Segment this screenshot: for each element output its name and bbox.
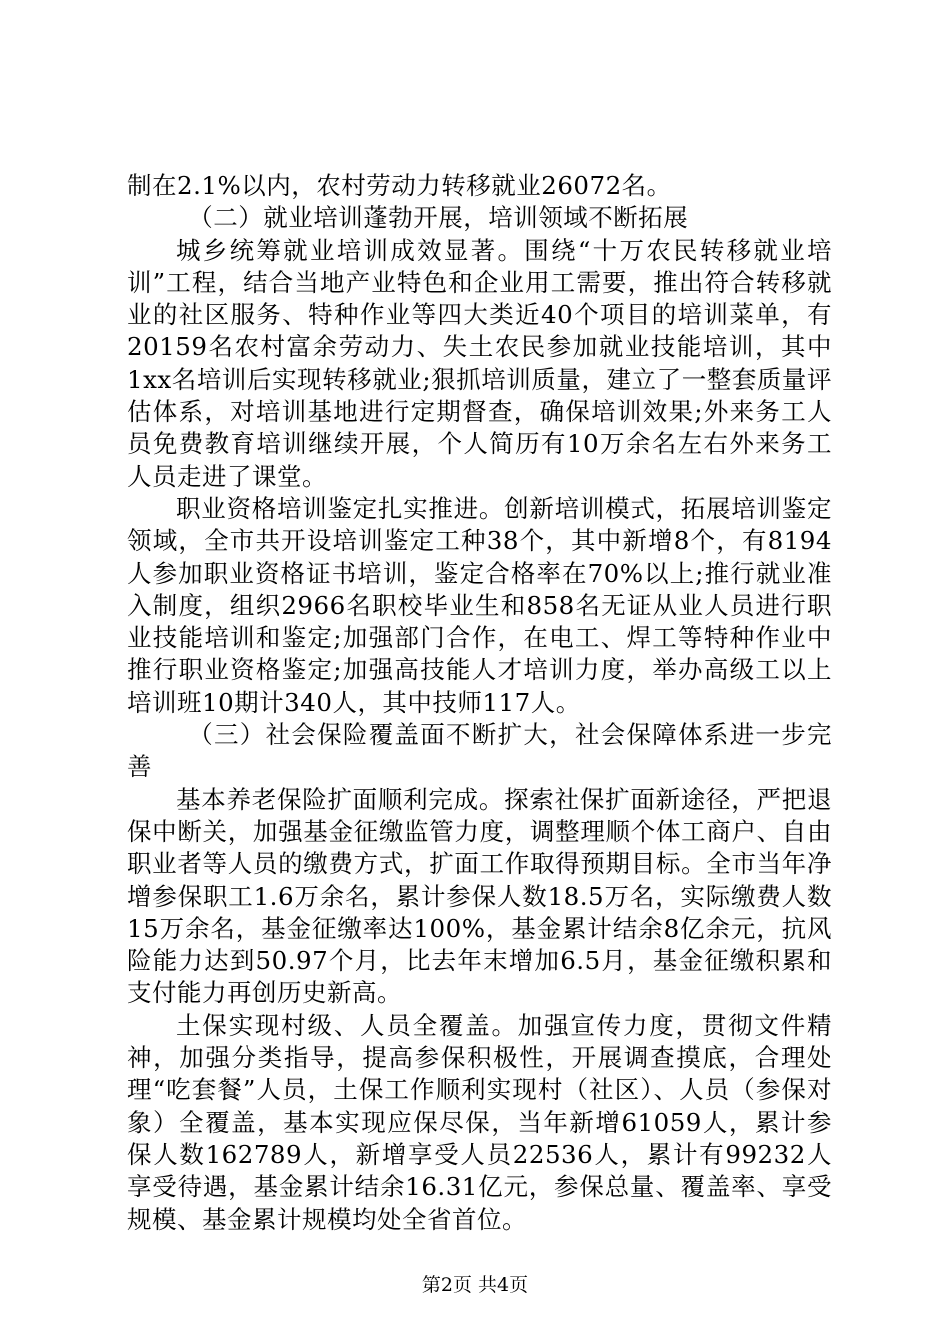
paragraph-vocational-certification: 职业资格培训鉴定扎实推进。创新培训模式，拓展培训鉴定领域，全市共开设培训鉴定工种38个，其中新增8个，有8194人参加职业资格证书培训，鉴定合格率在70%以上;推行就业准入制度，组织2966名职校毕业生和858名无证从业人员进行职业技能培训和鉴定;加强部门合作，在电工、焊工等特种作业中推行职业资格鉴定;加强高技能人才培训力度，举办高级工以上培训班10期计340人，其中技师117人。: [127, 493, 832, 717]
section-heading-3: （三）社会保险覆盖面不断扩大，社会保障体系进一步完善: [127, 720, 832, 782]
paragraph-pension-insurance: 基本养老保险扩面顺利完成。探索社保扩面新途径，严把退保中断关，加强基金征缴监管力度，调整理顺个体工商户、自由职业者等人员的缴费方式，扩面工作取得预期目标。全市当年净增参保职工1.6万余名，累计参保人数18.5万名，实际缴费人数15万余名，基金征缴率达100%，基金累计结余8亿余元，抗风险能力达到50.97个月，比去年末增加6.5月，基金征缴积累和支付能力再创历史新高。: [127, 784, 832, 1008]
paragraph-employment-training: 城乡统筹就业培训成效显著。围绕“十万农民转移就业培训”工程，结合当地产业特色和企业用工需要，推出符合转移就业的社区服务、特种作业等四大类近40个项目的培训菜单，有20159名农村富余劳动力、失土农民参加就业技能培训，其中1xx名培训后实现转移就业;狠抓培训质量，建立了一整套质量评估体系，对培训基地进行定期督查，确保培训效果;外来务工人员免费教育培训继续开展，个人简历有10万余名左右外来务工人员走进了课堂。: [127, 235, 832, 491]
page-number-footer: 第2页 共4页: [421, 1274, 529, 1296]
paragraph-continuation: 制在2.1%以内，农村劳动力转移就业26072名。: [127, 171, 672, 200]
paragraph-land-insurance: 土保实现村级、人员全覆盖。加强宣传力度，贯彻文件精神，加强分类指导，提高参保积极性，开展调查摸底，合理处理“吃套餐”人员，土保工作顺利实现村（社区）、人员（参保对象）全覆盖，基本实现应保尽保，当年新增61059人，累计参保人数162789人，新增享受人员22536人，累计有99232人享受待遇，基金累计结余16.31亿元，参保总量、覆盖率、享受规模、基金累计规模均处全省首位。: [127, 1010, 832, 1234]
document-body: [127, 170, 832, 1236]
section-heading-2: （二）就业培训蓬勃开展，培训领域不断拓展: [188, 203, 689, 233]
